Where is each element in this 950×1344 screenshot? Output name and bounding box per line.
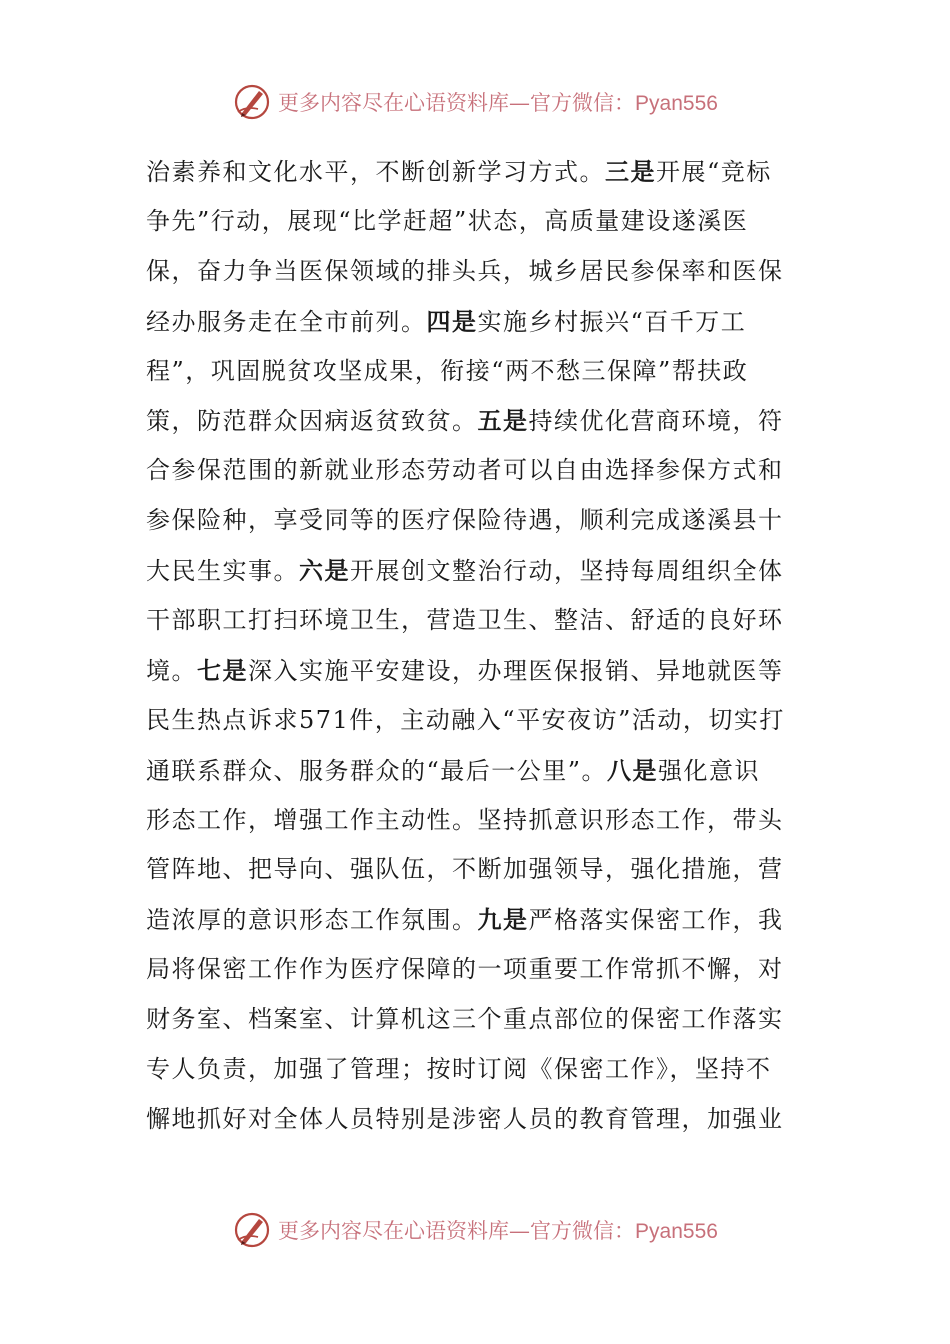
text-segment: 深入实施平安建设，办理医保报销、异地就医等: [248, 656, 784, 685]
text-segment: 经办服务走在全市前列。: [146, 307, 427, 336]
bold-marker: 四是: [426, 306, 478, 336]
text-segment: 民生热点诉求571件，主动融入“平安夜访”活动，切实打: [146, 705, 785, 734]
text-segment: 大民生实事。: [146, 557, 299, 586]
text-line: [146, 696, 810, 746]
watermark-separator: —: [509, 91, 531, 115]
text-segment: 治素养和文化水平，不断创新学习方式。: [146, 158, 605, 186]
text-segment: 局将保密工作作为医疗保障的一项重要工作常抓不懈，对: [146, 955, 784, 984]
bold-marker: 七是: [197, 655, 248, 685]
text-line: [146, 396, 810, 446]
text-segment: 财务室、档案室、计算机这三个重点部位的保密工作落实: [146, 1005, 784, 1034]
header-watermark: [0, 80, 950, 124]
watermark-main-text: 更多内容尽在心语资料库: [278, 1219, 510, 1243]
text-line: [146, 646, 810, 696]
text-segment: 形态工作，增强工作主动性。坚持抓意识形态工作，带头: [146, 805, 784, 834]
text-line: [146, 546, 810, 596]
text-line: [146, 895, 810, 945]
watermark-main-text: 更多内容尽在心语资料库: [278, 91, 510, 115]
bold-marker: 六是: [299, 556, 350, 586]
text-segment: 干部职工打扫环境卫生，营造卫生、整洁、舒适的良好环: [146, 606, 784, 635]
bold-marker: 三是: [605, 157, 656, 186]
text-segment: 严格落实保密工作，我: [528, 906, 784, 935]
text-segment: 参保险种，享受同等的医疗保险待遇，顺利完成遂溪县十: [146, 506, 784, 535]
text-segment: 合参保范围的新就业形态劳动者可以自由选择参保方式和: [146, 456, 784, 485]
text-line: [146, 147, 810, 197]
watermark-wechat-id: Pyan556: [635, 92, 718, 115]
pen-logo-icon: [232, 1210, 272, 1250]
text-line: [146, 1095, 810, 1145]
text-segment: 通联系群众、服务群众的“最后一公里”。: [146, 756, 608, 785]
text-line: [146, 1045, 810, 1095]
bold-marker: 五是: [477, 406, 529, 436]
text-segment: 实施乡村振兴“百千万工: [477, 307, 747, 336]
text-line: [146, 496, 810, 546]
pen-logo-icon: [232, 82, 272, 122]
watermark-wechat-label: 官方微信：: [530, 1219, 636, 1243]
text-segment: 懈地抓好对全体人员特别是涉密人员的教育管理，加强业: [146, 1104, 784, 1133]
text-segment: 境。: [146, 656, 197, 685]
text-segment: 强化意识: [658, 756, 761, 785]
text-segment: 造浓厚的意识形态工作氛围。: [146, 906, 478, 935]
text-segment: 开展“竞标: [656, 158, 772, 186]
text-line: [146, 746, 810, 796]
text-line: [146, 995, 810, 1045]
text-segment: 程”，巩固脱贫攻坚成果，衔接“两不愁三保障”帮扶政: [146, 356, 749, 385]
footer-watermark: [0, 1208, 950, 1252]
text-line: [146, 347, 810, 397]
text-segment: 保，奋力争当医保领域的排头兵，城乡居民参保率和医保: [146, 256, 784, 285]
watermark-wechat-id: Pyan556: [635, 1220, 718, 1243]
text-segment: 管阵地、把导向、强队伍，不断加强领导，强化措施，营: [146, 855, 784, 884]
text-line: [146, 845, 810, 895]
text-segment: 专人负责，加强了管理；按时订阅《保密工作》，坚持不: [146, 1055, 772, 1084]
bold-marker: 九是: [477, 905, 529, 935]
text-segment: 争先”行动，展现“比学赶超”状态，高质量建设遂溪医: [146, 206, 749, 235]
text-line: [146, 247, 810, 297]
bold-marker: 八是: [607, 755, 659, 785]
watermark-wechat-label: 官方微信：: [530, 91, 636, 115]
text-segment: 开展创文整治行动，坚持每周组织全体: [350, 557, 784, 586]
text-line: [146, 197, 810, 247]
watermark-separator: —: [509, 1219, 531, 1243]
text-line: [146, 596, 810, 646]
text-segment: 持续优化营商环境，符: [528, 407, 784, 436]
text-segment: 策，防范群众因病返贫致贫。: [146, 407, 478, 436]
document-body: [146, 147, 810, 1145]
text-line: [146, 945, 810, 995]
text-line: [146, 297, 810, 347]
text-line: [146, 446, 810, 496]
text-line: [146, 796, 810, 846]
